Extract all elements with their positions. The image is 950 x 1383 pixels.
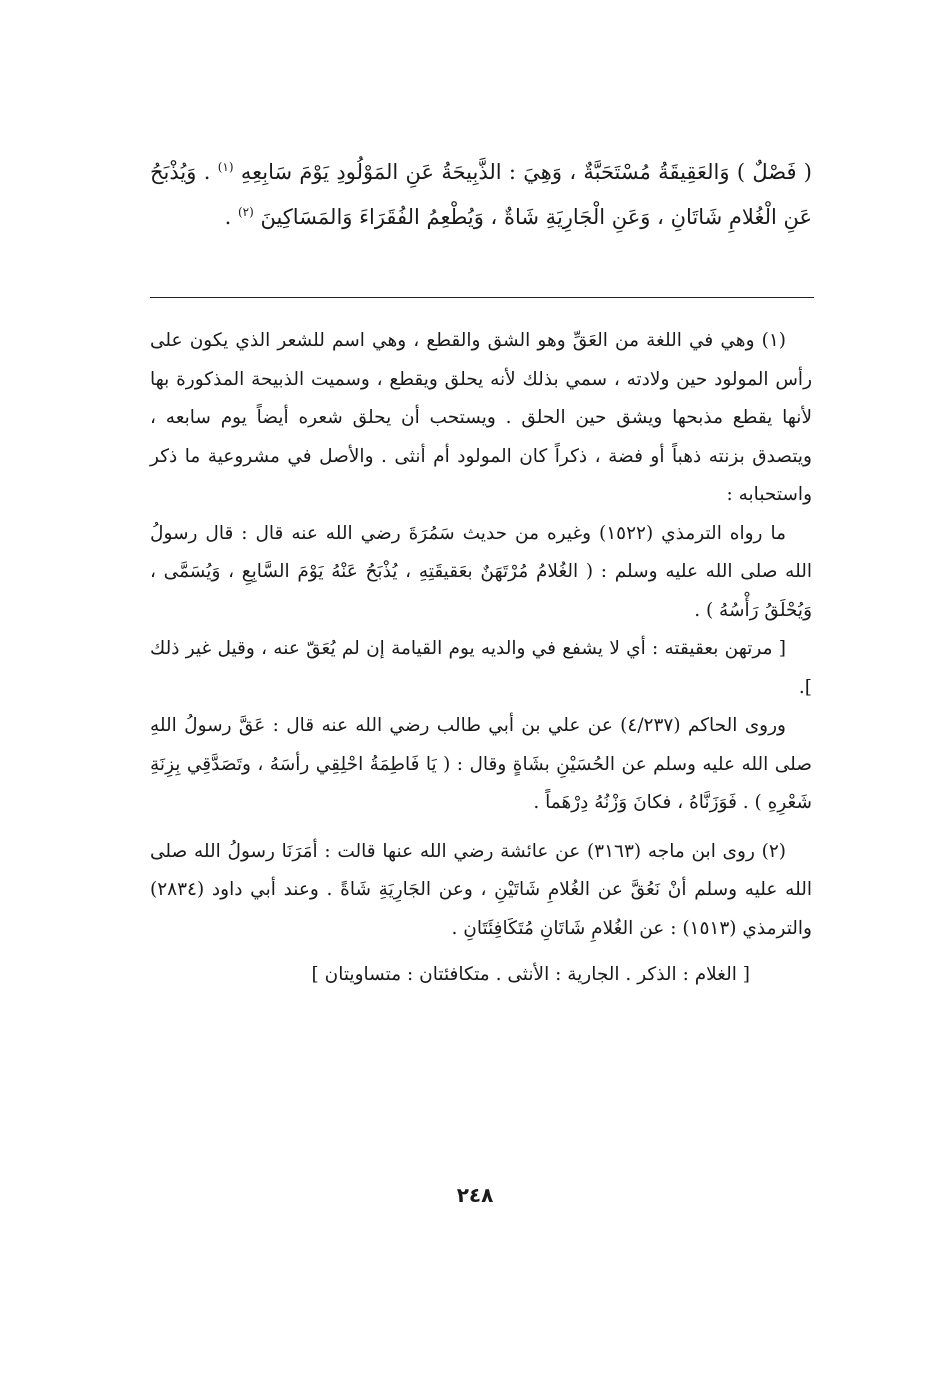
main-text-part1: ( فَصْلٌ ) وَالعَقِيقَةُ مُسْتَحَبَّةٌ ، وَهِيَ : الذَّبِيحَةُ عَنِ المَوْلُودِ يَوْمَ سَابِعِهِ	[240, 160, 812, 184]
main-text	[150, 150, 812, 240]
footnote-1-paragraph-3: [ مرتهن بعقيقته : أي لا يشفع في والديه يوم القيامة إن لم يُعَقّ عنه ، وقيل غير ذلك ].	[150, 638, 812, 698]
main-text-part2: . وَيُذْبَحُ عَنِ الْغُلامِ شَاتَانِ ، وَعَنِ الْجَارِيَةِ شَاةٌ ، وَيُطْعِمُ الفُقَرَاءَ وَالمَسَاكِينَ	[150, 160, 812, 229]
main-text-end: .	[224, 205, 232, 229]
footnote-ref-2: (٢)	[237, 205, 254, 219]
page-number: ٢٤٨	[456, 1183, 494, 1207]
footnote-2-gloss: [ الغلام : الذكر . الجارية : الأنثى . متكافئتان : متساويتان ]	[311, 964, 750, 985]
main-paragraph	[150, 150, 812, 240]
footnotes	[150, 322, 812, 995]
footnote-2-paragraph-1: (٢) روى ابن ماجه (٣١٦٣) عن عائشة رضي الله عنها قالت : أمَرَنَا رسولُ الله صلى الله عليه وسلم أنْ نَعُقَّ عن الغُلامِ شَاتَيْنِ ، وعن الجَارِيَةِ شَاةً . وعند أبي داود (٢٨٣٤) والترمذي (١٥١٣) : عن الغُلامِ شَاتَانِ مُتَكَافِئَتَانِ .	[150, 840, 812, 939]
footnote-1-paragraph-2: ما رواه الترمذي (١٥٢٢) وغيره من حديث سَمُرَةَ رضي الله عنه قال : قال رسولُ الله صلى الله عليه وسلم : ( الغُلامُ مُرْتَهَنٌ بعَقيقَتِهِ ، يُذْبَحُ عَنْهُ يَوْمَ السَّابِعِ ، وَيُسَمَّى ، وَيُحْلَقُ رَأْسُهُ ) .	[150, 522, 812, 621]
footnote-1-paragraph-4: وروى الحاكم (٤/٢٣٧) عن علي بن أبي طالب رضي الله عنه قال : عَقَّ رسولُ اللهِ صلى الله عليه وسلم عن الحُسَيْنِ بشَاةٍ وقال : ( يَا فَاطِمَةُ احْلِقِي رأسَهُ ، وتَصَدَّقِي بِزِنَةِ شَعْرِهِ ) . فَوَزَنَّاهُ ، فكانَ وَزْنُهُ دِرْهَماً .	[150, 715, 812, 813]
footnote-separator	[150, 297, 814, 298]
footnote-1-paragraph-1: (١) وهي في اللغة من العَقِّ وهو الشق والقطع ، وهي اسم للشعر الذي يكون على رأس المولود حين ولادته ، سمي بذلك لأنه يحلق ويقطع ، وسميت الذبيحة المذكورة بها لأنها يقطع مذبحها ويشق حين الحلق . ويستحب أن يحلق شعره أيضاً يوم سابعه ، ويتصدق بزنته ذهباً أو فضة ، ذكراً كان المولود أم أنثى . والأصل في مشروعية ما ذكر واستحبابه :	[150, 330, 812, 505]
footnote-ref-1: (١)	[217, 160, 234, 174]
